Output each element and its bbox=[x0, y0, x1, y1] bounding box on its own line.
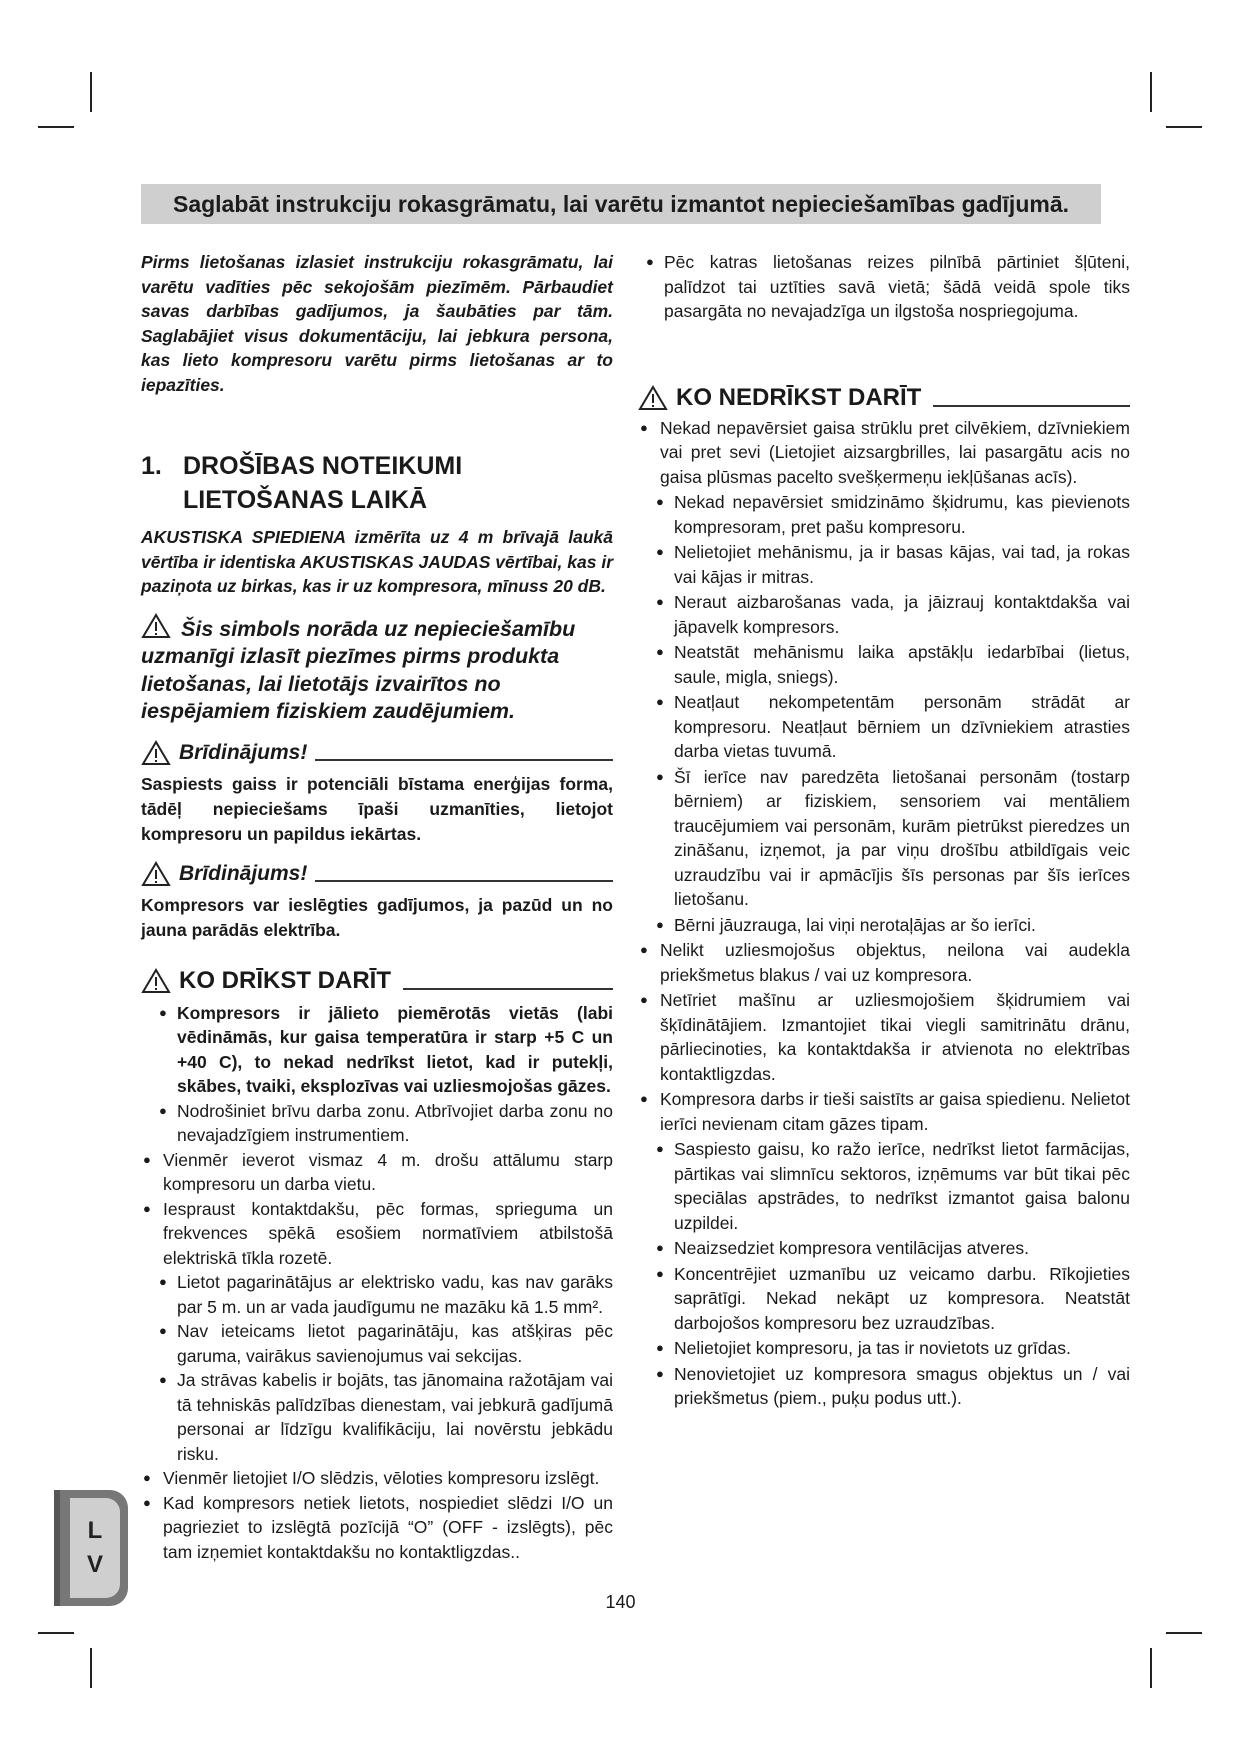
header-banner: Saglabāt instrukciju rokasgrāmatu, lai varētu izmantot nepieciešamības gadījumā. bbox=[141, 184, 1101, 224]
symbol-note bbox=[141, 613, 613, 726]
warning-triangle-icon bbox=[638, 385, 668, 411]
warning-title: Brīdinājums! bbox=[179, 740, 308, 764]
heading-rule bbox=[315, 759, 613, 761]
dont-heading bbox=[638, 384, 1130, 412]
warning-title: Brīdinājums! bbox=[179, 861, 308, 885]
list-item: ● Ja strāvas kabelis ir bojāts, tas jānomaina ražotājam vai tā tehniskās palīdzības dienestam, vai jebkurā gadījumā personai ar līdzīgu kvalifikāciju, lai novērstu jebkādu risku. bbox=[157, 1368, 613, 1466]
warning-triangle-icon bbox=[141, 861, 171, 887]
crop-mark bbox=[90, 1648, 92, 1688]
list-item: ● Neraut aizbarošanas vada, ja jāizrauj kontaktdakša vai jāpavelk kompresors. bbox=[654, 590, 1130, 639]
list-item: ● Nodrošiniet brīvu darba zonu. Atbrīvojiet darba zonu no nevajadzīgiem instrumentiem. bbox=[157, 1099, 613, 1148]
list-item: ● Iespraust kontaktdakšu, pēc formas, sprieguma un frekvences spēkā esošiem normatīviem atbilstošā elektriskā tīkla rozetē. bbox=[141, 1197, 613, 1271]
crop-mark bbox=[90, 72, 92, 112]
list-item: ● Koncentrējiet uzmanību uz veicamo darbu. Rīkojieties saprātīgi. Nekad nekāpt uz kompresora. Neatstāt darbojošos kompresoru bez uzraudzības. bbox=[654, 1262, 1130, 1336]
list-item: ● Nelikt uzliesmojošus objektus, neilona vai audekla priekšmetus blakus / vai uz kompresora. bbox=[638, 938, 1130, 987]
do-list bbox=[141, 1001, 613, 1565]
warning-triangle-icon bbox=[141, 740, 171, 766]
crop-mark bbox=[1150, 1648, 1152, 1688]
crop-mark bbox=[1166, 126, 1202, 128]
list-item: ● Neatstāt mehānismu laika apstākļu iedarbībai (lietus, saule, migla, sniegs). bbox=[654, 640, 1130, 689]
list-item: ● Nelietojiet mehānismu, ja ir basas kājas, vai tad, ja rokas vai kājas ir mitras. bbox=[654, 540, 1130, 589]
list-item: ● Neaizsedziet kompresora ventilācijas atveres. bbox=[654, 1236, 1130, 1261]
do-title: KO DRĪKST DARĪT bbox=[179, 966, 391, 994]
warning-triangle-icon bbox=[141, 968, 171, 994]
list-item: ● Vienmēr ieverot vismaz 4 m. drošu attālumu starp kompresoru un darba vietu. bbox=[141, 1148, 613, 1197]
list-item: ● Kompresors ir jālieto piemērotās vietās (labi vēdināmās, kur gaisa temperatūra ir starp +5 C un +40 C), to nekad nedrīkst lietot, kad ir putekļi, skābes, tvaiki, eksplozīvas vai uzliesmojošas gāzes. bbox=[157, 1001, 613, 1099]
heading-rule bbox=[315, 880, 613, 882]
warning-heading bbox=[141, 740, 613, 766]
list-item: ● Nekad nepavērsiet smidzināmo šķidrumu, kas pievienots kompresoram, pret pašu kompresoru. bbox=[654, 490, 1130, 539]
language-tab-letter: L bbox=[87, 1517, 103, 1544]
list-item: ● Kad kompresors netiek lietots, nospiediet slēdzi I/O un pagrieziet to izslēgtā pozīcijā “O” (OFF - izslēgts), pēc tam izņemiet kontaktdakšu no kontaktligzdas.. bbox=[141, 1491, 613, 1565]
warning-heading bbox=[141, 861, 613, 887]
crop-mark bbox=[1166, 1632, 1202, 1634]
language-tab-letter: V bbox=[86, 1551, 103, 1578]
list-item: ● Vienmēr lietojiet I/O slēdzis, vēloties kompresoru izslēgt. bbox=[141, 1466, 613, 1491]
warning-text: Saspiests gaiss ir potenciāli bīstama enerģijas forma, tādēļ nepieciešams īpaši uzmanīties, lietojot kompresoru un papildus iekārtas. bbox=[141, 773, 613, 844]
warning-triangle-icon bbox=[141, 613, 171, 639]
heading-rule bbox=[933, 405, 1130, 407]
heading-rule bbox=[403, 988, 613, 990]
section-title bbox=[141, 449, 613, 517]
list-item: ● Nekad nepavērsiet gaisa strūklu pret cilvēkiem, dzīvniekiem vai pret sevi (Lietojiet aizsargbrilles, lai pasargātu acis no gaisa plūsmas pacelto svešķermeņu iekļūšanas acīs). bbox=[638, 416, 1130, 490]
section-title-line1: DROŠĪBAS NOTEIKUMI bbox=[183, 452, 463, 480]
list-item: ● Nav ieteicams lietot pagarinātāju, kas atšķiras pēc garuma, vairākus savienojumus vai sekcijas. bbox=[157, 1319, 613, 1368]
list-item: ● Lietot pagarinātājus ar elektrisko vadu, kas nav garāks par 5 m. un ar vada jaudīgumu ne mazāku kā 1.5 mm². bbox=[157, 1270, 613, 1319]
symbol-note-text: Šis simbols norāda uz nepieciešamību uzmanīgi izlasīt piezīmes pirms produkta lietošanas, lai lietotājs izvairītos no iespējamiem fiziskiem zaudējumiem. bbox=[141, 616, 576, 723]
list-item: ● Pēc katras lietošanas reizes pilnībā pārtiniet šļūteni, palīdzot tai uztīties savā vietā; šādā veidā spole tiks pasargāta no nevajadzīga un ilgstoša nospriegojuma. bbox=[644, 250, 1130, 324]
list-item: ● Šī ierīce nav paredzēta lietošanai personām (tostarp bērniem) ar fiziskiem, sensoriem vai mentāliem traucējumiem vai personām, kurām pietrūkst pieredzes un zināšanu, izņemot, ja par viņu drošību atbildīgais veic uzraudzību vai ir apmācījis šīs personas par šīs ierīces lietošanu. bbox=[654, 765, 1130, 912]
intro-paragraph: Pirms lietošanas izlasiet instrukciju rokasgrāmatu, lai varētu vadīties pēc sekojošām piezīmēm. Pārbaudiet savas darbības gadījumos, ja šaubāties par tām. Saglabājiet visus dokumentāciju, lai jebkura persona, kas lieto kompresoru varētu pirms lietošanas ar to iepazīties. bbox=[141, 252, 613, 395]
dont-list bbox=[638, 416, 1130, 1411]
after-use-list bbox=[638, 250, 1130, 324]
language-tab bbox=[54, 1490, 128, 1606]
crop-mark bbox=[38, 126, 74, 128]
acoustic-note: AKUSTISKA SPIEDIENA izmērīta uz 4 m brīvajā laukā vērtība ir identiska AKUSTISKAS JAUDAS vērtībai, kas ir paziņota uz birkas, kas ir uz kompresora, mīnuss 20 dB. bbox=[141, 527, 614, 596]
page-number: 140 bbox=[605, 1592, 636, 1612]
section-title-line2: LIETOŠANAS LAIKĀ bbox=[183, 486, 427, 514]
left-column bbox=[141, 250, 613, 1564]
list-item: ● Nelietojiet kompresoru, ja tas ir novietots uz grīdas. bbox=[654, 1336, 1130, 1361]
list-item: ● Bērni jāuzrauga, lai viņi nerotaļājas ar šo ierīci. bbox=[654, 913, 1130, 938]
list-item: ● Saspiesto gaisu, ko ražo ierīce, nedrīkst lietot farmācijas, pārtikas vai slimnīcu sektoros, izņēmums var būt tikai pēc speciālas apstrādes, to nedrīkst izmantot gaisa balonu uzpildei. bbox=[654, 1137, 1130, 1235]
list-item: ● Neatļaut nekompetentām personām strādāt ar kompresoru. Neatļaut bērniem un dzīvniekiem atrasties darba vietas tuvumā. bbox=[654, 690, 1130, 764]
right-column bbox=[638, 250, 1130, 1412]
section-number: 1. bbox=[141, 452, 162, 480]
dont-title: KO NEDRĪKST DARĪT bbox=[676, 383, 922, 411]
list-item: ● Kompresora darbs ir tieši saistīts ar gaisa spiedienu. Nelietot ierīci nevienam citam gāzes tipam. bbox=[638, 1087, 1130, 1136]
do-heading bbox=[141, 967, 613, 995]
crop-mark bbox=[1150, 72, 1152, 112]
list-item: ● Netīriet mašīnu ar uzliesmojošiem šķidrumiem vai šķīdinātājiem. Izmantojiet tikai viegli samitrinātu drānu, pārliecinoties, ka kontaktdakša ir atvienota no elektrības kontaktligzdas. bbox=[638, 988, 1130, 1086]
warning-text: Kompresors var ieslēgties gadījumos, ja pazūd un no jauna parādās elektrība. bbox=[141, 894, 613, 940]
list-item: ● Nenovietojiet uz kompresora smagus objektus un / vai priekšmetus (piem., puķu podus utt.). bbox=[654, 1362, 1130, 1411]
crop-mark bbox=[38, 1632, 74, 1634]
